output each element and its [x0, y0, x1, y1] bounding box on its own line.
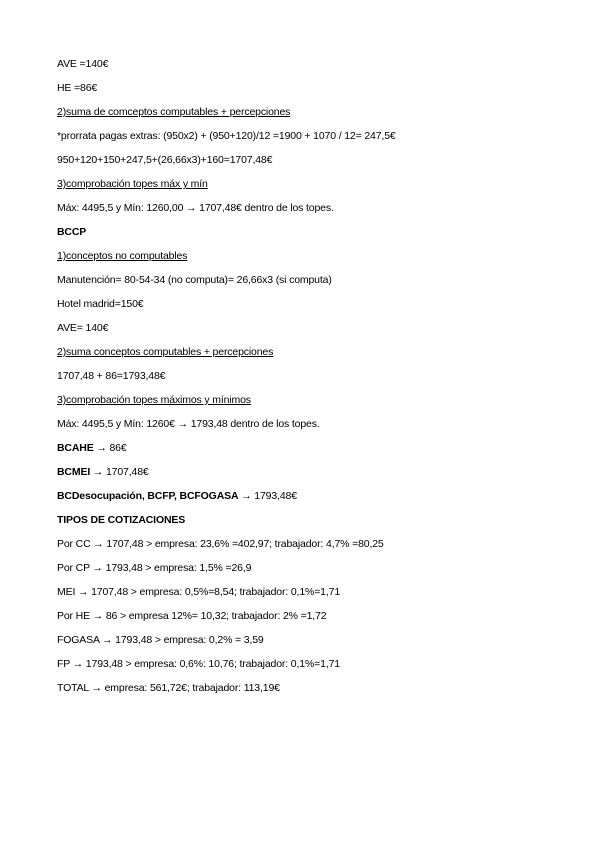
base-label: BCAHE: [57, 442, 94, 454]
text-line: [57, 490, 297, 502]
base-value: → 1707,48€: [90, 466, 149, 478]
text-line: Por CP → 1793,48 > empresa: 1,5% =26,9: [57, 562, 252, 574]
text-line: FOGASA → 1793,48 > empresa: 0,2% = 3,59: [57, 634, 264, 646]
text-line: TOTAL → empresa: 561,72€; trabajador: 113,19€: [57, 682, 280, 694]
heading: TIPOS DE COTIZACIONES: [57, 514, 186, 526]
text-line: 1707,48 + 86=1793,48€: [57, 370, 166, 382]
text-line: Por CC → 1707,48 > empresa: 23,6% =402,97; trabajador: 4,7% =80,25: [57, 538, 384, 550]
section-heading: 1)conceptos no computables: [57, 250, 188, 262]
section-heading: 3)comprobación topes máximos y mínimos: [57, 394, 251, 406]
base-label: BCDesocupación, BCFP, BCFOGASA: [57, 490, 239, 502]
text-line: 950+120+150+247,5+(26,66x3)+160=1707,48€: [57, 154, 273, 166]
text-line: [57, 466, 149, 478]
text-line: [57, 442, 127, 454]
section-heading: 3)comprobación topes máx y mín: [57, 178, 208, 190]
text-line: *prorrata pagas extras: (950x2) + (950+120)/12 =1900 + 1070 / 12= 247,5€: [57, 130, 396, 142]
text-line: Máx: 4495,5 y Mín: 1260€ → 1793,48 dentro de los topes.: [57, 418, 320, 430]
text-line: Hotel madrid=150€: [57, 298, 144, 310]
text-line: Máx: 4495,5 y Mín: 1260,00 → 1707,48€ dentro de los topes.: [57, 202, 334, 214]
text-line: Manutención= 80-54-34 (no computa)= 26,66x3 (si computa): [57, 274, 332, 286]
text-line: MEI → 1707,48 > empresa: 0,5%=8,54; trabajador: 0,1%=1,71: [57, 586, 341, 598]
base-value: → 1793,48€: [238, 490, 297, 502]
base-value: → 86€: [93, 442, 127, 454]
text-line: Por HE → 86 > empresa 12%= 10,32; trabajador: 2% =1,72: [57, 610, 327, 622]
text-line: AVE =140€: [57, 58, 109, 70]
text-line: AVE= 140€: [57, 322, 109, 334]
text-line: FP → 1793,48 > empresa: 0,6%: 10,76; trabajador: 0,1%=1,71: [57, 658, 340, 670]
heading: BCCP: [57, 226, 87, 238]
text-line: HE =86€: [57, 82, 98, 94]
base-label: BCMEI: [57, 466, 91, 478]
section-heading: 2)suma de comceptos computables + percepciones: [57, 106, 291, 118]
section-heading: 2)suma conceptos computables + percepciones: [57, 346, 274, 358]
